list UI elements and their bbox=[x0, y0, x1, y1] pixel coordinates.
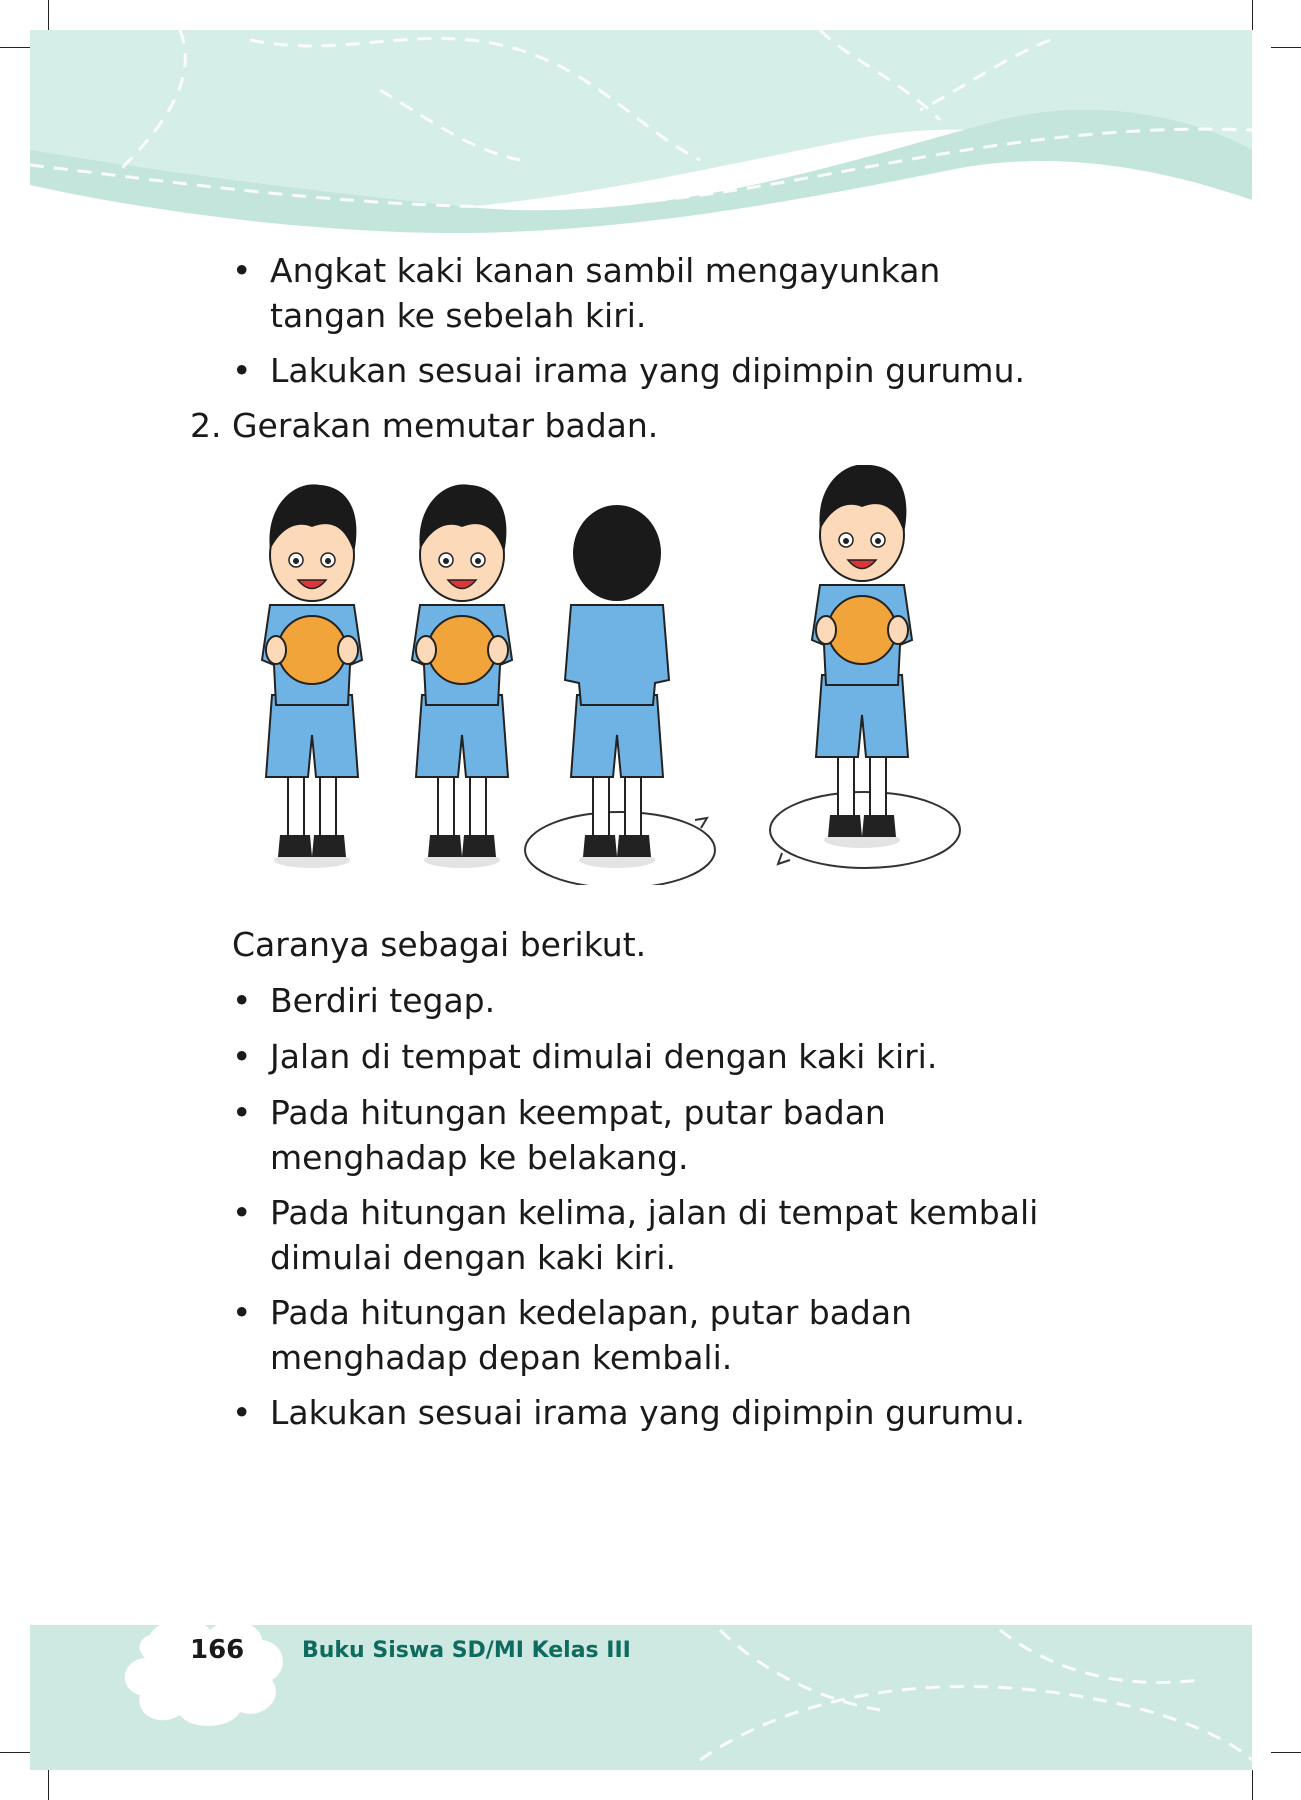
list-item-text: Lakukan sesuai irama yang dipimpin gurumu. bbox=[270, 351, 1025, 390]
instructions-intro: Caranya sebagai berikut. bbox=[232, 925, 647, 964]
list-item-text: Pada hitungan keempat, putar badan menghadap ke belakang. bbox=[270, 1093, 886, 1177]
list-item-text: Angkat kaki kanan sambil mengayunkan tangan ke sebelah kiri. bbox=[270, 251, 941, 335]
book-title: Buku Siswa SD/MI Kelas III bbox=[302, 1638, 631, 1663]
bullet: • bbox=[232, 1193, 252, 1232]
list-item-text: Pada hitungan kedelapan, putar badan menghadap depan kembali. bbox=[270, 1293, 913, 1377]
list-item-text: Lakukan sesuai irama yang dipimpin gurumu. bbox=[270, 1393, 1025, 1432]
bullet: • bbox=[232, 351, 252, 390]
bullet: • bbox=[232, 981, 252, 1020]
bullet: • bbox=[232, 1037, 252, 1076]
list-item-text: Jalan di tempat dimulai dengan kaki kiri. bbox=[270, 1037, 938, 1076]
bullet: • bbox=[232, 1293, 252, 1332]
list-item-text: Pada hitungan kelima, jalan di tempat kembali dimulai dengan kaki kiri. bbox=[270, 1193, 1039, 1277]
bullet: • bbox=[232, 1093, 252, 1132]
page-number: 166 bbox=[190, 1635, 245, 1665]
bullet: • bbox=[232, 1393, 252, 1432]
children-body-rotation-icon bbox=[250, 465, 1080, 885]
list-item-text: Berdiri tegap. bbox=[270, 981, 496, 1020]
bullet: • bbox=[232, 251, 252, 290]
section-heading: 2. Gerakan memutar badan. bbox=[190, 406, 659, 445]
